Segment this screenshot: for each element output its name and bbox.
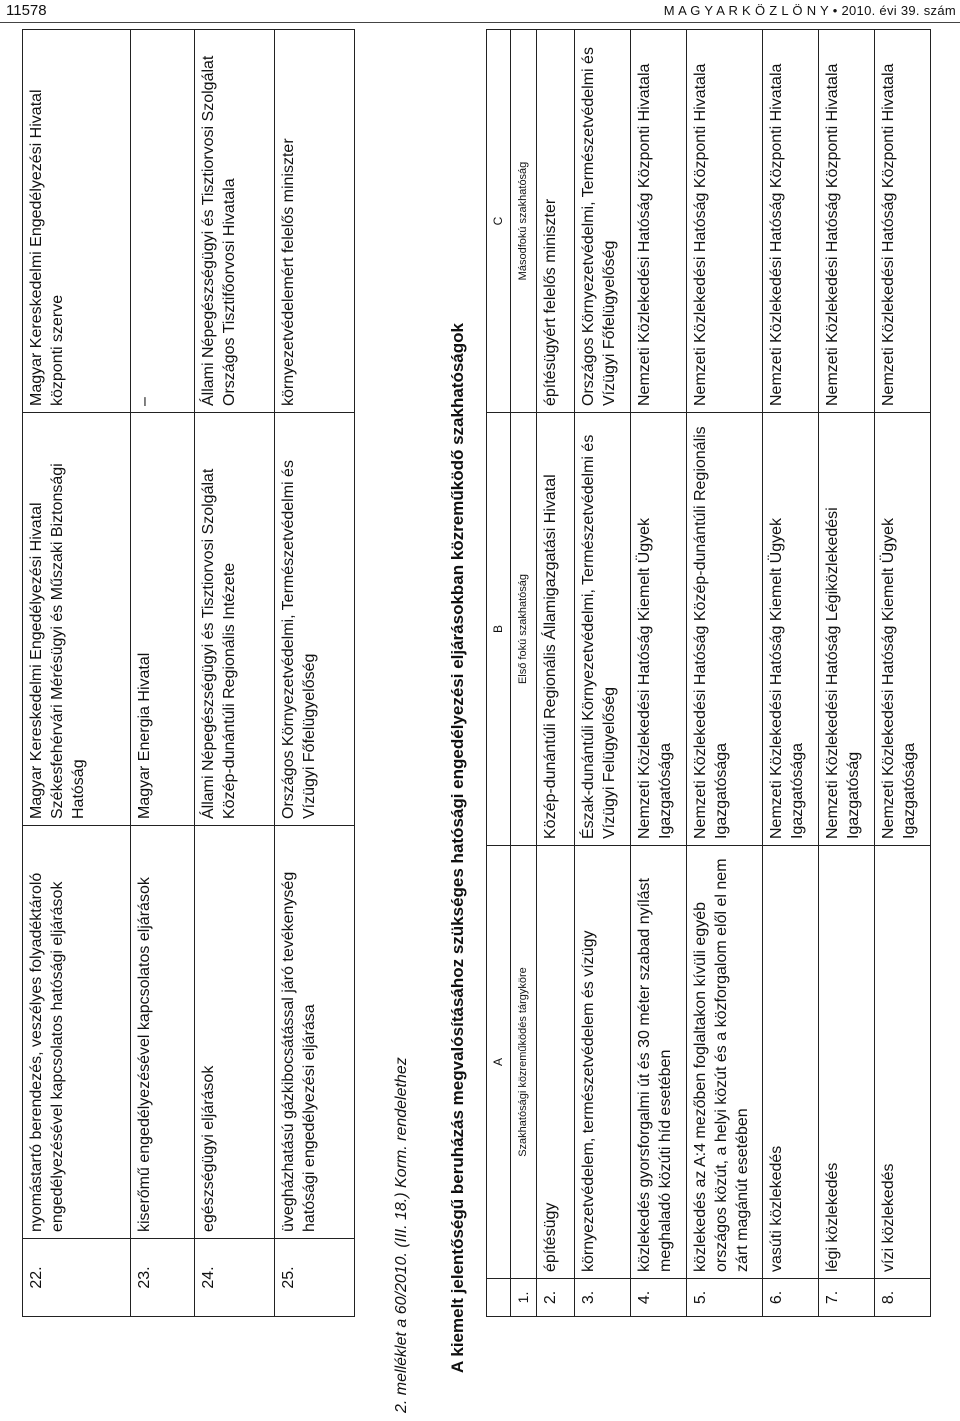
- row-number: 4.: [631, 1279, 687, 1317]
- second-instance-cell: Országos Környezetvédelmi, Természetvédelmi és Vízügyi Főfelügyelőség: [575, 30, 631, 413]
- row-number: 2.: [537, 1279, 575, 1317]
- first-instance-cell: Nemzeti Közlekedési Hatóság Kiemelt Ügyek Igazgatósága: [763, 413, 819, 846]
- first-instance-cell: Észak-dunántúli Környezetvédelmi, Természetvédelmi és Vízügyi Felügyelőség: [575, 413, 631, 846]
- row-number: 6.: [763, 1279, 819, 1317]
- second-instance-cell: Nemzeti Közlekedési Hatóság Központi Hivatala: [819, 30, 875, 413]
- journal-title: M A G Y A R K Ö Z L Ö N Y • 2010. évi 39. szám: [663, 3, 956, 18]
- table-row: [275, 30, 355, 1317]
- first-instance-cell: Magyar Kereskedelmi Engedélyezési Hivatal Székesfehérvári Mérésügyi és Műszaki Biztonsági Hatóság: [23, 413, 131, 826]
- column-header-row: [511, 30, 537, 1317]
- table-row: [195, 30, 275, 1317]
- empty-cell: [487, 1279, 511, 1317]
- annex-label: 2. melléklet a 60/2010. (III. 18.) Korm. rendelethez: [393, 1057, 410, 1413]
- first-instance-cell: Nemzeti Közlekedési Hatóság Közép-dunántúli Regionális Igazgatósága: [687, 413, 763, 846]
- column-letter-row: [487, 30, 511, 1317]
- table-row: [131, 30, 195, 1317]
- row-number: 7.: [819, 1279, 875, 1317]
- second-instance-cell: –: [131, 30, 195, 413]
- subject-cell: vasúti közlekedés: [763, 846, 819, 1279]
- second-instance-cell: Nemzeti Közlekedési Hatóság Központi Hivatala: [763, 30, 819, 413]
- first-instance-cell: Közép-dunántúli Regionális Államigazgatási Hivatal: [537, 413, 575, 846]
- subject-cell: légi közlekedés: [819, 846, 875, 1279]
- second-instance-cell: Nemzeti Közlekedési Hatóság Központi Hivatala: [875, 30, 931, 413]
- subject-cell: üvegházhatású gázkibocsátással járó tevékenység hatósági engedélyezési eljárása: [275, 826, 355, 1239]
- row-number: 3.: [575, 1279, 631, 1317]
- subject-cell: egészségügyi eljárások: [195, 826, 275, 1239]
- table-row: [819, 30, 875, 1317]
- page-number: 11578: [6, 2, 47, 19]
- table-row: [631, 30, 687, 1317]
- column-letter: C: [487, 30, 511, 413]
- second-instance-cell: Nemzeti Közlekedési Hatóság Központi Hivatala: [631, 30, 687, 413]
- table-row: [23, 30, 131, 1317]
- column-header: Első fokú szakhatóság: [511, 413, 537, 846]
- row-number: 23.: [131, 1239, 195, 1317]
- co-authority-table: [486, 29, 931, 1317]
- subject-cell: vízi közlekedés: [875, 846, 931, 1279]
- second-instance-cell: Magyar Kereskedelmi Engedélyezési Hivatal központi szerve: [23, 30, 131, 413]
- column-header: Másodfokú szakhatóság: [511, 30, 537, 413]
- row-number: 5.: [687, 1279, 763, 1317]
- table-row: [875, 30, 931, 1317]
- authority-table-continued: [22, 29, 355, 1317]
- second-instance-cell: Nemzeti Közlekedési Hatóság Központi Hivatala: [687, 30, 763, 413]
- table-row: [763, 30, 819, 1317]
- first-instance-cell: Országos Környezetvédelmi, Természetvédelmi és Vízügyi Főfelügyelőség: [275, 413, 355, 826]
- first-instance-cell: Állami Népegészségügyi és Tisztiorvosi Szolgálat Közép-dunántúli Regionális Intézete: [195, 413, 275, 826]
- column-header: Szakhatósági közreműködés tárgyköre: [511, 846, 537, 1279]
- table-row: [687, 30, 763, 1317]
- subject-cell: építésügy: [537, 846, 575, 1279]
- subject-cell: közlekedés az A:4 mezőben foglaltakon kívüli egyéb országos közút, a helyi közút és a közforgalom elől el nem zárt magánút esetében: [687, 846, 763, 1279]
- second-instance-cell: környezetvédelemért felelős miniszter: [275, 30, 355, 413]
- first-instance-cell: Nemzeti Közlekedési Hatóság Kiemelt Ügyek Igazgatósága: [631, 413, 687, 846]
- subject-cell: környezetvédelem, természetvédelem és vízügy: [575, 846, 631, 1279]
- row-number: 25.: [275, 1239, 355, 1317]
- table-row: [537, 30, 575, 1317]
- subject-cell: közlekedés gyorsforgalmi út és 30 méter szabad nyílást meghaladó közúti híd esetében: [631, 846, 687, 1279]
- second-instance-cell: építésügyért felelős miniszter: [537, 30, 575, 413]
- column-letter: B: [487, 413, 511, 846]
- row-number: 22.: [23, 1239, 131, 1317]
- subject-cell: kiserőmű engedélyezésével kapcsolatos eljárások: [131, 826, 195, 1239]
- row-number: 24.: [195, 1239, 275, 1317]
- first-instance-cell: Nemzeti Közlekedési Hatóság Légiközlekedési Igazgatóság: [819, 413, 875, 846]
- subject-cell: nyomástartó berendezés, veszélyes folyadéktároló engedélyezésével kapcsolatos hatósági eljárások: [23, 826, 131, 1239]
- annex-title: A kiemelt jelentőségű beruházás megvalósításához szükséges hatósági engedélyezési eljárásokban közreműködő szakhatóságok: [448, 323, 467, 1373]
- column-letter: A: [487, 846, 511, 1279]
- first-instance-cell: Nemzeti Közlekedési Hatóság Kiemelt Ügyek Igazgatósága: [875, 413, 931, 846]
- row-number: 1.: [511, 1279, 537, 1317]
- second-instance-cell: Állami Népegészségügyi és Tisztiorvosi Szolgálat Országos Tisztifőorvosi Hivatala: [195, 30, 275, 413]
- first-instance-cell: Magyar Energia Hivatal: [131, 413, 195, 826]
- table-row: [575, 30, 631, 1317]
- row-number: 8.: [875, 1279, 931, 1317]
